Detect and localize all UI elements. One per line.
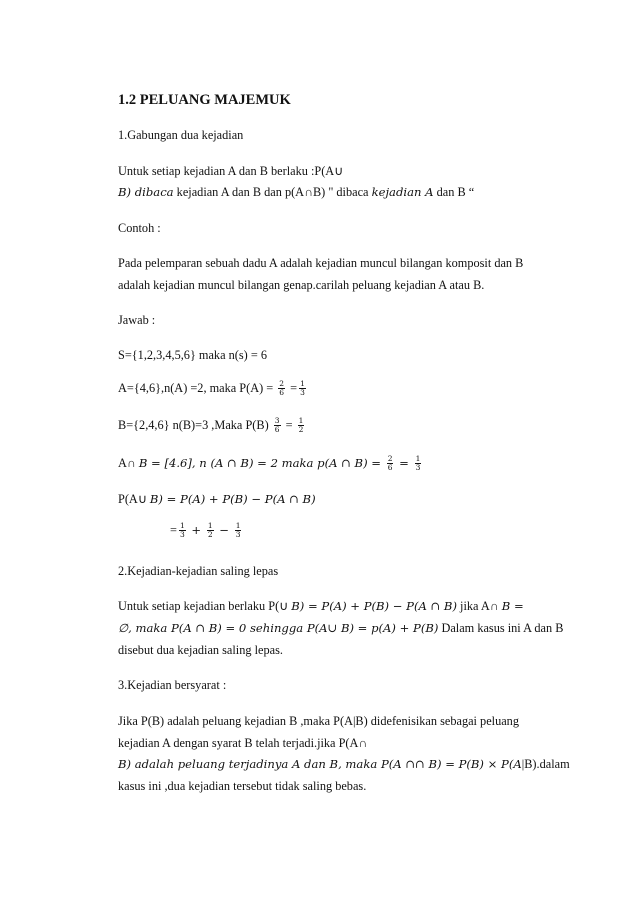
numerator: 2	[279, 378, 285, 388]
section-3-line-1: Jika P(B) adalah peluang kejadian B ,maka P(A|B) didefenisikan sebagai peluang	[118, 714, 519, 728]
section-2-line-1	[118, 598, 524, 614]
math-text: ∅, maka P(A ∩ B) = 0 sehingga P(A∪ B) = p(A) + P(B)	[118, 621, 439, 635]
body-text: kejadian A dan B dan p(A∩B) " dibaca	[173, 185, 372, 199]
numerator: 1	[179, 520, 185, 530]
section-1-heading: 1.Gabungan dua kejadian	[118, 128, 244, 142]
math-text: B = [4.6], n (A ∩ B) = 2 maka p(A ∩ B) =	[138, 456, 385, 470]
math-text: B) = P(A) + P(B) − P(A ∩ B)	[291, 599, 457, 613]
denominator: 2	[207, 529, 213, 539]
intersection-line	[118, 455, 423, 473]
denominator: 3	[179, 529, 185, 539]
fraction	[298, 417, 305, 434]
numerator: 1	[298, 415, 304, 425]
section-1-line-2	[118, 184, 474, 200]
body-text: Dalam kasus ini A dan B	[438, 621, 564, 635]
math-text: B) adalah peluang terjadinya A dan B, maka P(A ∩∩ B) = P(B) × P(A	[118, 757, 522, 771]
fraction	[415, 455, 422, 472]
denominator: 6	[387, 462, 393, 472]
section-title: 1.2 PELUANG MAJEMUK	[118, 92, 291, 108]
body-text: dan B “	[433, 185, 475, 199]
problem-line-2: adalah kejadian muncul bilangan genap.carilah peluang kejadian A atau B.	[118, 278, 485, 292]
math-text: B) dibaca	[118, 185, 174, 199]
section-2-line-2	[118, 620, 563, 636]
section-1-line-1: Untuk setiap kejadian A dan B berlaku :P(A∪	[118, 164, 344, 178]
math-text: kejadian A	[371, 185, 434, 199]
minus-sign: −	[215, 523, 233, 537]
plus-sign: +	[187, 523, 205, 537]
event-a-line	[118, 380, 308, 398]
body-text: Untuk setiap kejadian berlaku P(∪	[118, 599, 292, 613]
fraction	[274, 417, 281, 434]
union-line	[118, 491, 316, 507]
fraction	[235, 522, 242, 539]
equals-sign: =	[170, 523, 177, 537]
numerator: 1	[300, 378, 305, 388]
section-3-line-4: kasus ini ,dua kejadian tersebut tidak saling bebas.	[118, 779, 367, 793]
body-text: jika A∩	[456, 599, 502, 613]
numerator: 1	[415, 453, 421, 463]
denominator: 3	[300, 387, 305, 397]
section-2-line-3: disebut dua kejadian saling lepas.	[118, 643, 283, 657]
denominator: 3	[235, 529, 241, 539]
body-text: |B).dalam	[521, 757, 570, 771]
answer-label: Jawab :	[118, 313, 156, 327]
body-text: P(A∪	[118, 492, 150, 506]
numerator: 1	[207, 520, 213, 530]
fraction	[387, 455, 394, 472]
equals-sign: =	[287, 381, 298, 395]
denominator: 6	[274, 424, 280, 434]
section-3-heading: 3.Kejadian bersyarat :	[118, 678, 227, 692]
math-text: B =	[501, 599, 524, 613]
fraction	[299, 380, 306, 397]
equals-sign: =	[395, 456, 413, 470]
section-3-line-3	[118, 756, 570, 772]
sample-space-line: S={1,2,3,4,5,6} maka n(s) = 6	[118, 348, 267, 362]
section-2-heading: 2.Kejadian-kejadian saling lepas	[118, 564, 279, 578]
section-3-line-2: kejadian A dengan syarat B telah terjadi.jika P(A∩	[118, 736, 368, 750]
equals-sign: =	[282, 418, 296, 432]
problem-line-1: Pada pelemparan sebuah dadu A adalah kejadian muncul bilangan komposit dan B	[118, 256, 524, 270]
denominator: 3	[415, 462, 421, 472]
body-text: A∩	[118, 456, 139, 470]
event-b-line	[118, 417, 306, 435]
denominator: 2	[298, 424, 304, 434]
numerator: 1	[235, 520, 241, 530]
body-text: A={4,6},n(A) =2, maka P(A) =	[118, 381, 277, 395]
fraction	[278, 380, 285, 397]
sum-line	[170, 522, 243, 540]
numerator: 2	[387, 453, 393, 463]
body-text: B={2,4,6} n(B)=3 ,Maka P(B)	[118, 418, 272, 432]
numerator: 3	[274, 415, 280, 425]
math-text: B) = P(A) + P(B) − P(A ∩ B)	[149, 492, 316, 506]
denominator: 6	[279, 387, 285, 397]
fraction	[179, 522, 186, 539]
example-label: Contoh :	[118, 221, 161, 235]
fraction	[207, 522, 214, 539]
